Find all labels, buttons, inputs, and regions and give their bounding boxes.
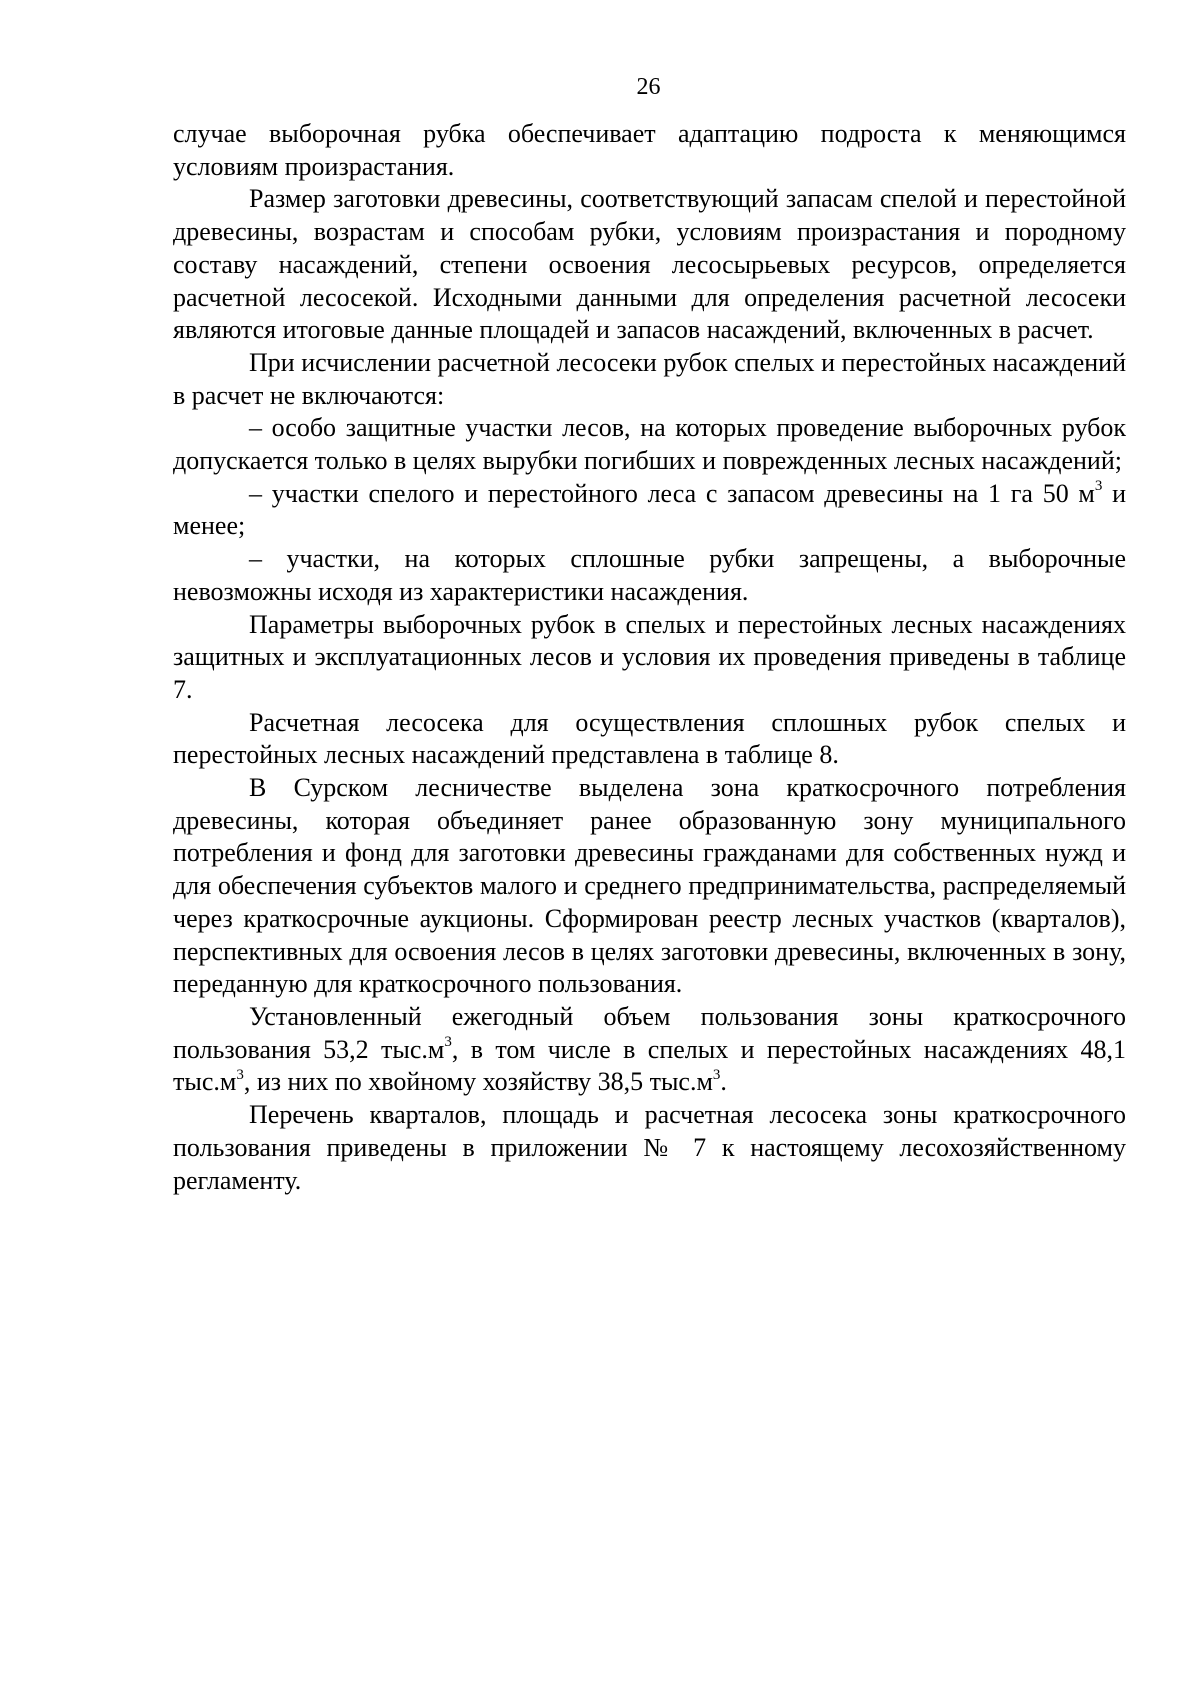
- list-item-prohibited-areas: – участки, на которых сплошные рубки запрещены, а выборочные невозможны исходя из характеристики насаждения.: [173, 544, 1126, 606]
- paragraph-table-8-ref: Расчетная лесосека для осуществления сплошных рубок спелых и перестойных лесных насаждений представлена в таблице 8.: [173, 707, 1126, 770]
- paragraph-short-term-zone: В Сурском лесничестве выделена зона краткосрочного потребления древесины, которая объединяет ранее образованную зону муниципального потребления и фонд для заготовки древесины гражданами для собственных нужд и для обеспечения субъектов малого и среднего предпринимательства, распределяемый через краткосрочные аукционы. Сформирован реестр лесных участков (кварталов), перспективных для освоения лесов в целях заготовки древесины, включенных в зону, переданную для краткосрочного пользования.: [173, 773, 1126, 999]
- paragraph-annual-volume: [173, 1001, 1126, 1099]
- list-item-protective-areas: – особо защитные участки лесов, на которых проведение выборочных рубок допускается только в целях вырубки погибших и поврежденных лесных насаждений;: [173, 413, 1126, 476]
- superscript-cubic: 3: [236, 1066, 244, 1083]
- paragraph-continuation: случае выборочная рубка обеспечивает адаптацию подроста к меняющимся условиям произрастания.: [173, 119, 1126, 181]
- list-item-low-stock-tail: и менее;: [173, 478, 1126, 541]
- paragraph-table-7-ref: Параметры выборочных рубок в спелых и перестойных лесных насаждениях защитных и эксплуатационных лесов и условия их проведения приведены в таблице 7.: [173, 609, 1126, 704]
- list-item-low-stock-stands: [173, 478, 1126, 543]
- annual-volume-text-4: .: [720, 1067, 727, 1097]
- annual-volume-text-1: Установленный ежегодный объем пользования зоны краткосрочного пользования 53,2 тыс.м: [173, 1001, 1126, 1064]
- page-number: 26: [636, 74, 661, 100]
- superscript-cubic: 3: [444, 1034, 452, 1051]
- superscript-cubic: 3: [712, 1066, 721, 1083]
- paragraph-appendix-ref: Перечень кварталов, площадь и расчетная лесосека зоны краткосрочного пользования приведены в приложении № 7 к настоящему лесохозяйственному регламенту.: [173, 1100, 1126, 1195]
- list-item-low-stock-text: – участки спелого и перестойного леса с запасом древесины на 1 га 50 м: [249, 478, 1095, 508]
- paragraph-harvest-volume: Размер заготовки древесины, соответствующий запасам спелой и перестойной древесины, возрастам и способам рубки, условиям произрастания и породному составу насаждений, степени освоения лесосырьевых ресурсов, определяется расчетной лесосекой. Исходными данными для определения расчетной лесосеки являются итоговые данные площадей и запасов насаждений, включенных в расчет.: [173, 184, 1126, 345]
- paragraph-exclusions-intro: При исчислении расчетной лесосеки рубок спелых и перестойных насаждений в расчет не включаются:: [173, 347, 1126, 410]
- annual-volume-text-2: , в том числе в спелых и перестойных насаждениях 48,1 тыс.м: [173, 1034, 1127, 1097]
- superscript-cubic: 3: [1094, 478, 1103, 495]
- annual-volume-text-3: , из них по хвойному хозяйству 38,5 тыс.м: [243, 1067, 713, 1097]
- document-body: [173, 118, 1126, 1197]
